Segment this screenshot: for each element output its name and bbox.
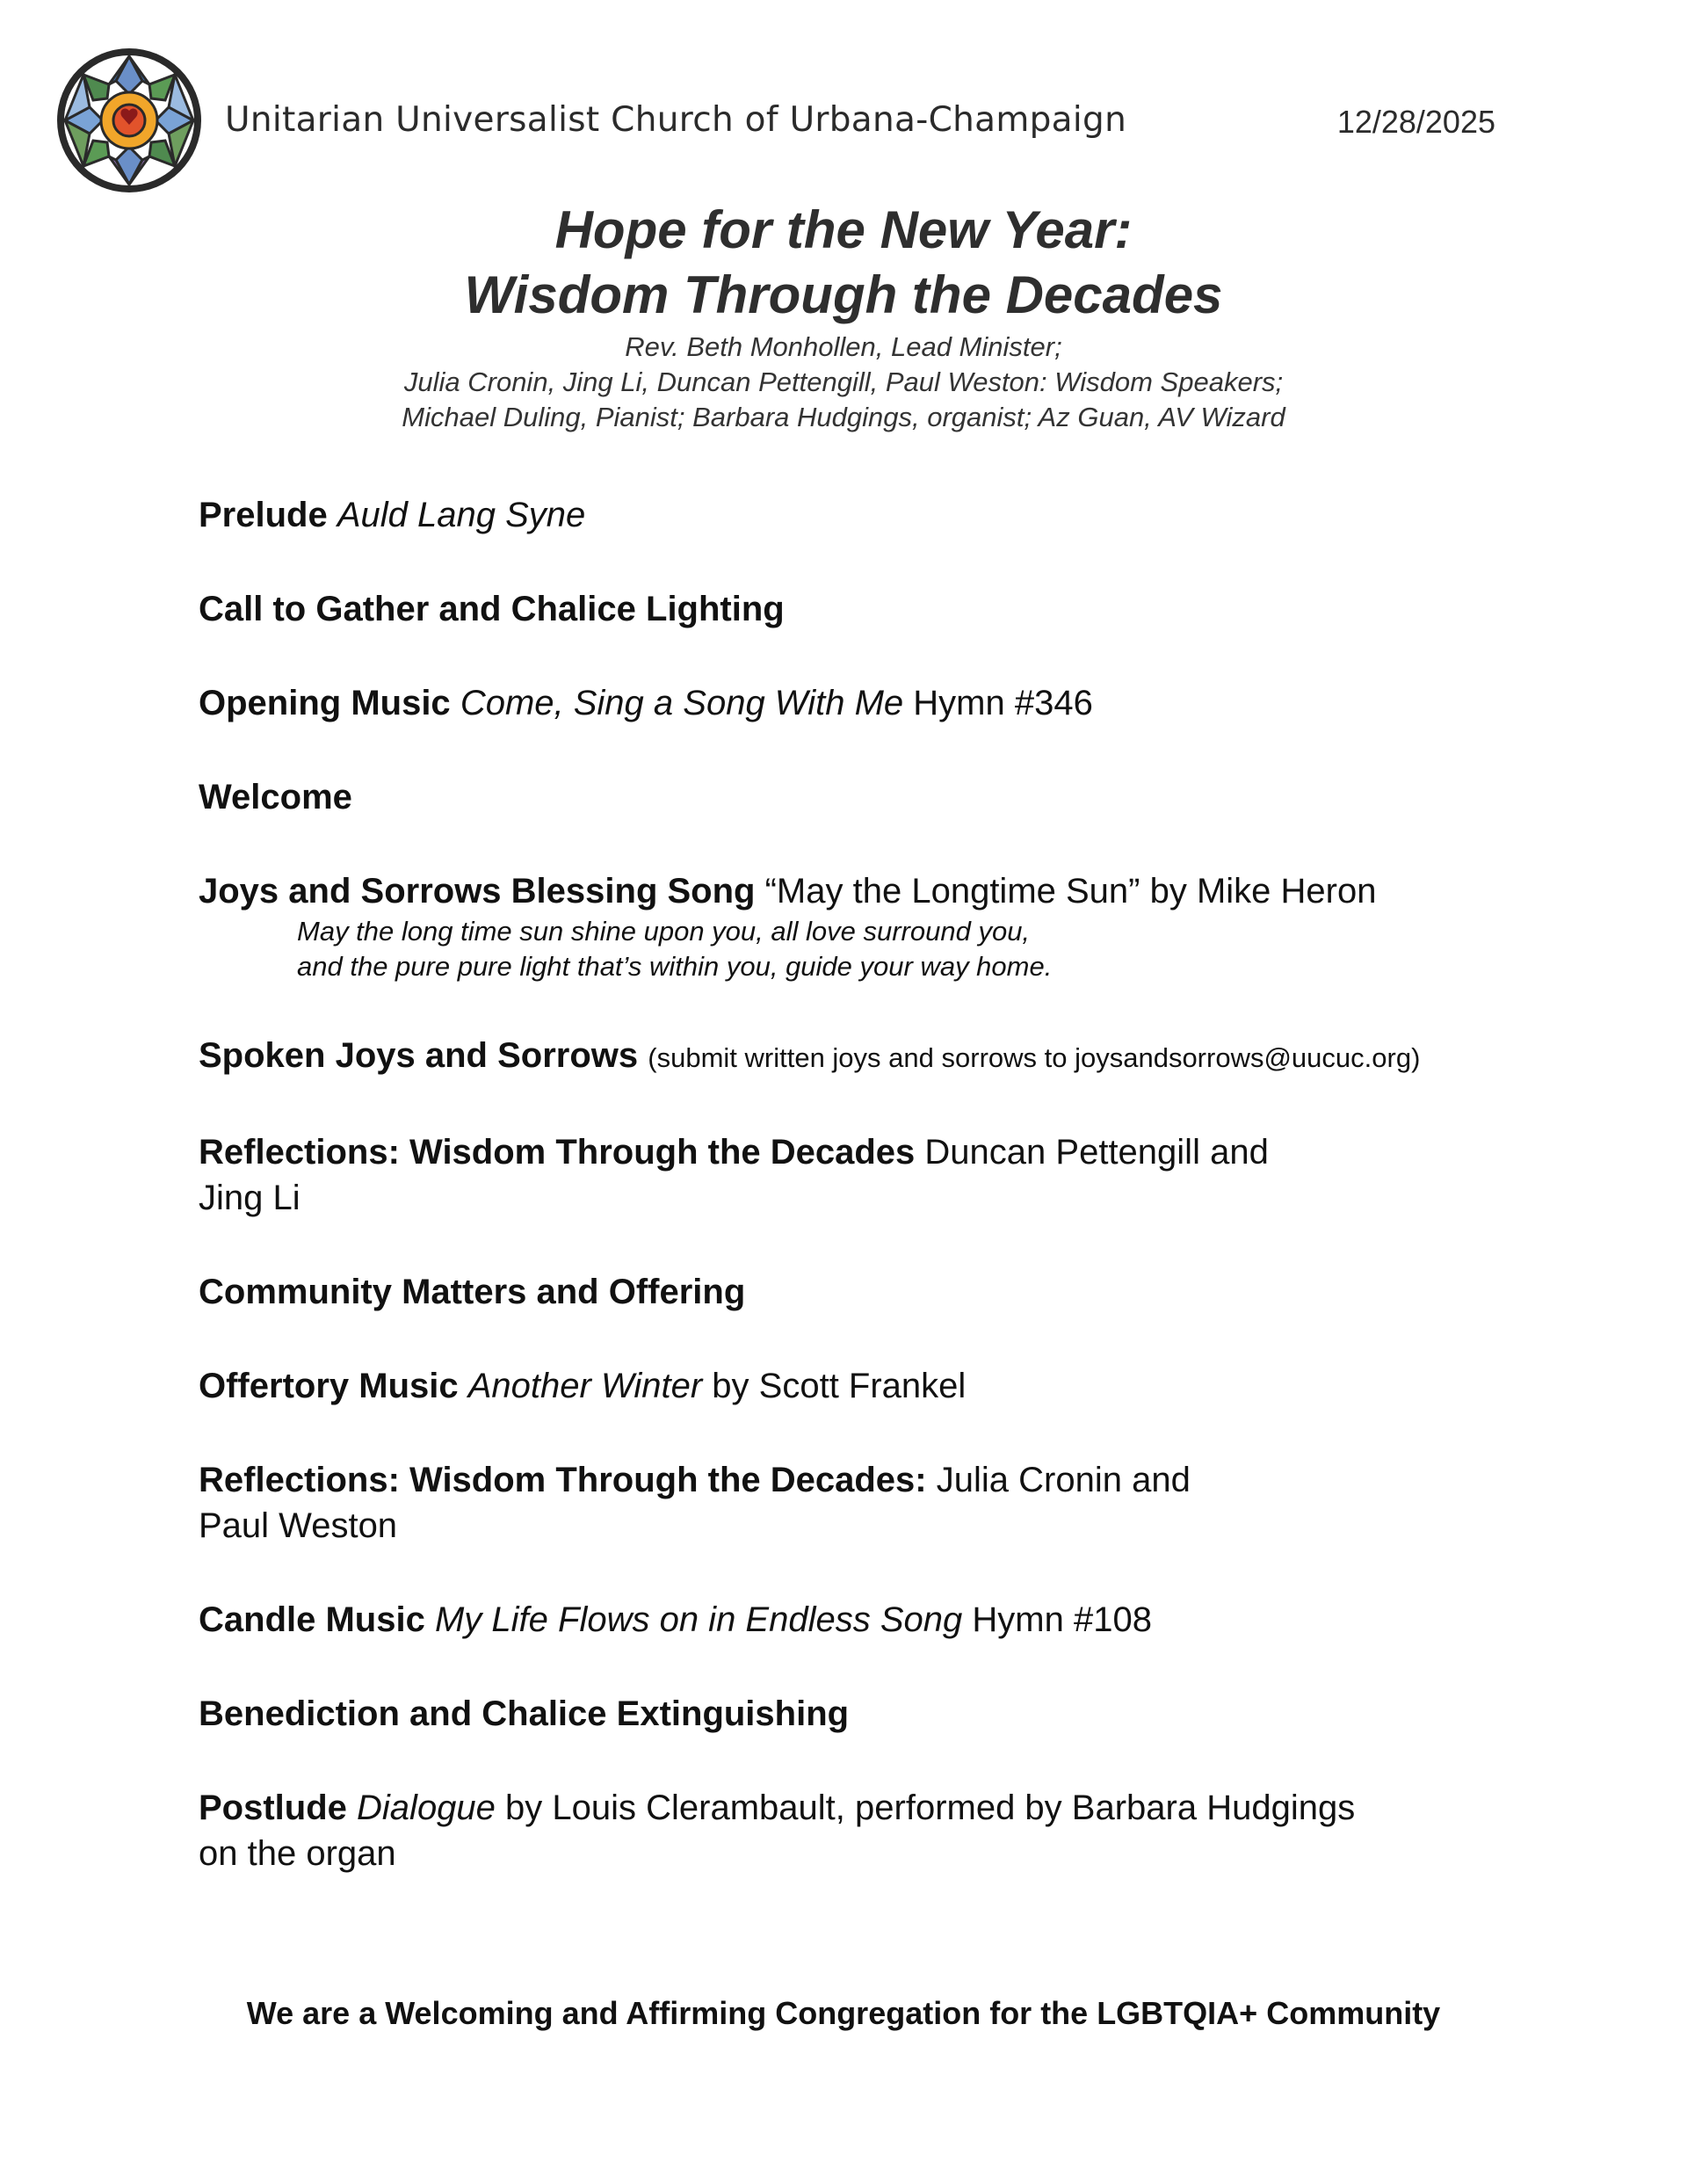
song-lyrics [297,914,1569,984]
item-detail-continued: Jing Li [199,1179,300,1217]
lyrics-line-2: and the pure pure light that’s within you, guide your way home. [297,951,1053,982]
item-label: Community Matters and Offering [199,1273,746,1311]
item-detail: Hymn #346 [913,684,1093,722]
welcoming-statement: We are a Welcoming and Affirming Congregation for the LGBTQIA+ Community [246,1995,1441,2031]
item-label: Benediction and Chalice Extinguishing [199,1694,850,1733]
item-label: Call to Gather and Chalice Lighting [199,590,785,628]
item-detail: by Louis Clerambault, performed by Barbara Hudgings [505,1789,1356,1827]
order-item-reflections-1 [199,1129,1569,1221]
item-label: Reflections: Wisdom Through the Decades: [199,1461,927,1499]
item-title: Come, Sing a Song With Me [460,684,904,722]
item-label: Spoken Joys and Sorrows [199,1036,639,1075]
order-of-service [199,492,1569,1925]
order-item-postlude [199,1785,1569,1876]
credit-speakers: Julia Cronin, Jing Li, Duncan Pettengill, Paul Weston: Wisdom Speakers; [403,366,1284,397]
item-label: Candle Music [199,1600,425,1639]
lyrics-line-1: May the long time sun shine upon you, all love surround you, [297,916,1031,947]
order-item-welcome [199,774,1569,820]
order-item-candle-music [199,1597,1569,1643]
order-item-community-matters [199,1269,1569,1315]
item-label: Joys and Sorrows Blessing Song [199,872,756,911]
item-label: Opening Music [199,684,451,722]
service-title-block [0,198,1687,435]
order-item-prelude [199,492,1569,538]
order-item-spoken-joys [199,1033,1569,1081]
item-label: Postlude [199,1789,347,1827]
item-detail-continued: on the organ [199,1834,396,1873]
item-label: Reflections: Wisdom Through the Decades [199,1133,916,1172]
church-name: Unitarian Universalist Church of Urbana-Champaign [225,100,1127,140]
order-item-call-to-gather [199,586,1569,632]
item-detail: by Scott Frankel [712,1367,967,1405]
item-title: Dialogue [357,1789,496,1827]
credit-musicians: Michael Duling, Pianist; Barbara Hudgings, organist; Az Guan, AV Wizard [402,402,1285,432]
order-item-opening-music [199,680,1569,726]
service-date: 12/28/2025 [1336,104,1495,140]
credit-minister: Rev. Beth Monhollen, Lead Minister; [625,331,1062,362]
item-detail: Hymn #108 [972,1600,1152,1639]
order-item-offertory [199,1363,1569,1409]
item-title: Another Winter [467,1367,703,1405]
item-label: Prelude [199,496,328,534]
item-note: (submit written joys and sorrows to joysandsorrows@uucuc.org) [648,1042,1421,1073]
item-detail-continued: Paul Weston [199,1506,398,1545]
item-detail: “May the Longtime Sun” by Mike Heron [764,872,1377,911]
service-title-line-2: Wisdom Through the Decades [464,265,1223,324]
item-title: Auld Lang Syne [337,496,586,534]
order-item-joys-song [199,868,1569,984]
order-item-benediction [199,1691,1569,1737]
item-detail: Duncan Pettengill and [924,1133,1269,1172]
page-header [54,46,1495,195]
item-label: Welcome [199,778,352,816]
stained-glass-chalice-logo-icon [54,46,204,195]
item-title: My Life Flows on in Endless Song [434,1600,963,1639]
service-credits [0,330,1687,435]
item-label: Offertory Music [199,1367,459,1405]
order-item-reflections-2 [199,1457,1569,1549]
service-title-line-1: Hope for the New Year: [554,200,1133,259]
item-detail: Julia Cronin and [936,1461,1191,1499]
